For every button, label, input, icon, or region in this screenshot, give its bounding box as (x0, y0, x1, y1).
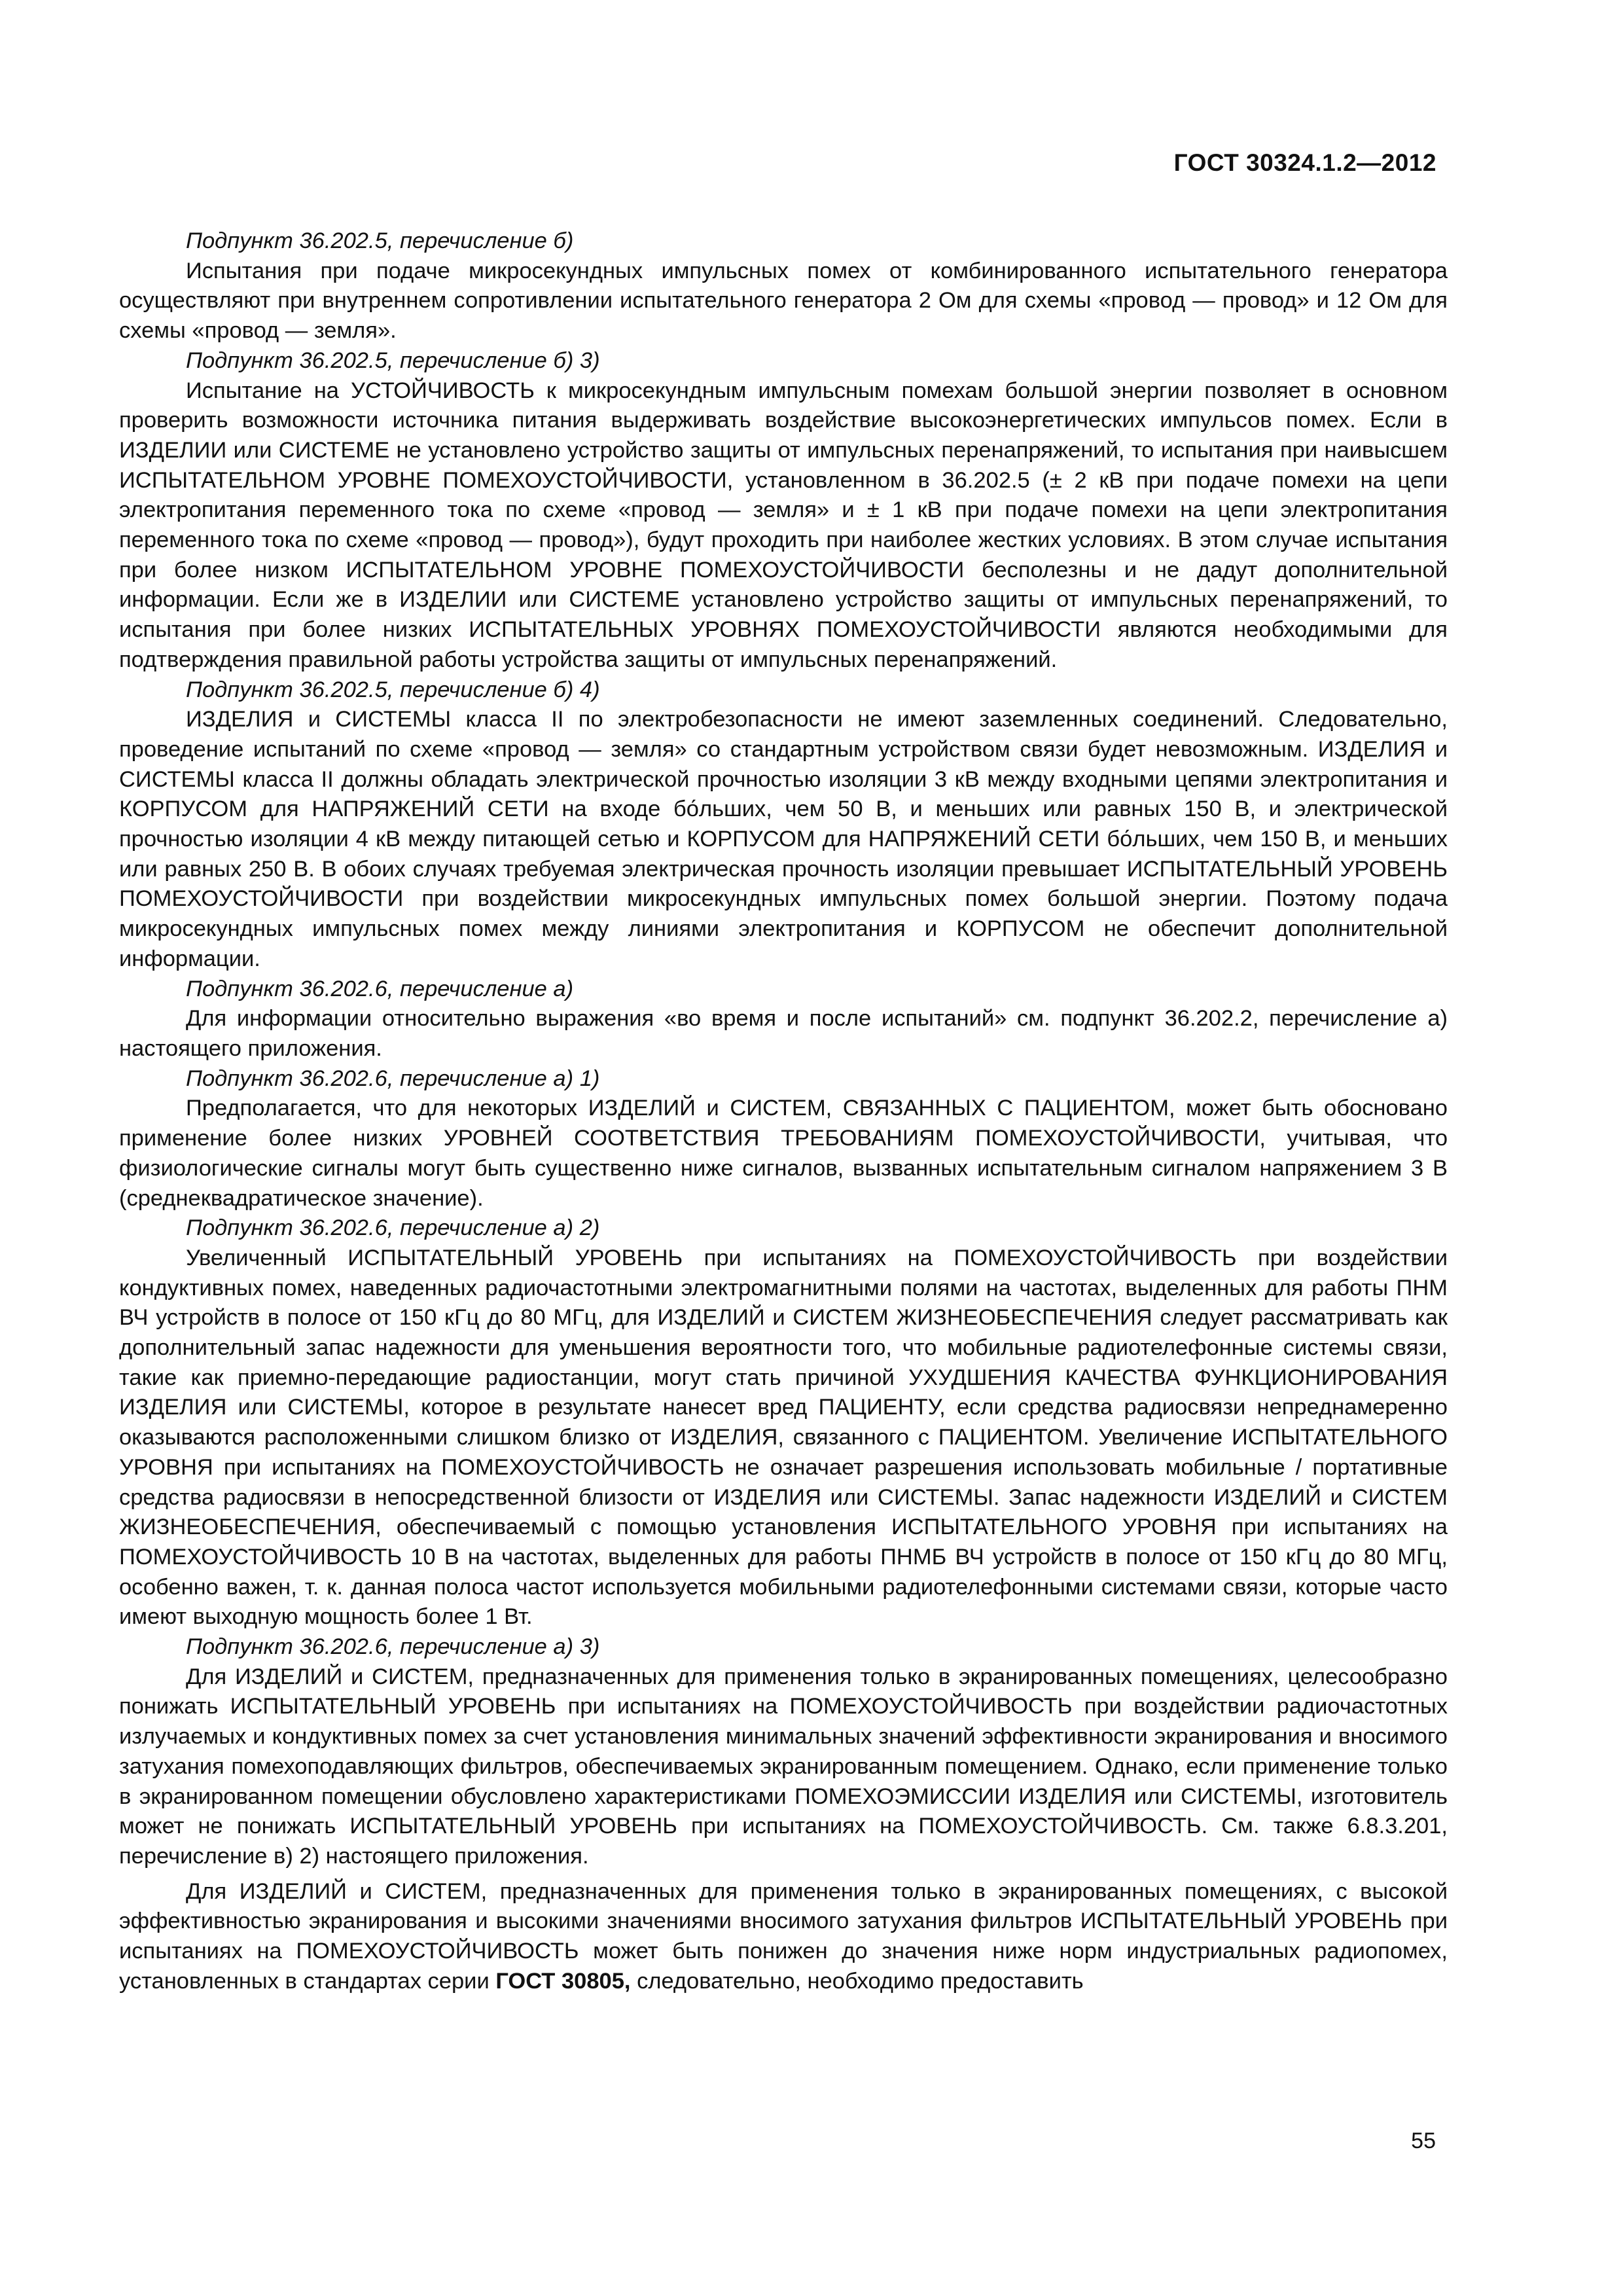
paragraph-final (119, 1877, 1448, 1997)
document-body (119, 226, 1448, 1996)
paragraph: Предполагается, что для некоторых ИЗДЕЛИЙ и СИСТЕМ, СВЯЗАННЫХ С ПАЦИЕНТОМ, может быть обосновано применение более низких УРОВНЕЙ СООТВЕТСТВИЯ ТРЕБОВАНИЯМ ПОМЕХОУСТОЙЧИВОСТИ, учитывая, что физиологические сигналы могут быть существенно ниже сигналов, вызванных испытательным сигналом напряжением 3 В (среднеквадратическое значение). (119, 1096, 1448, 1211)
document-header: ГОСТ 30324.1.2—2012 (1173, 149, 1436, 176)
standard-reference: ГОСТ 30805, (495, 1968, 631, 1994)
paragraph: ИЗДЕЛИЯ и СИСТЕМЫ класса II по электробезопасности не имеют заземленных соединений. Следовательно, проведение испытаний по схеме «провод — земля» со стандартным устройством связи будет невозможным. ИЗДЕЛИЯ и СИСТЕМЫ класса II должны обладать электрической прочностью изоляции 3 кВ между входными цепями электропитания и КОРПУСОМ для НАПРЯЖЕНИЙ СЕТИ на входе бо́льших, чем 50 В, и меньших или равных 150 В, и электрической прочностью изоляции 4 кВ между питающей сетью и КОРПУСОМ для НАПРЯЖЕНИЙ СЕТИ бо́льших, чем 150 В, и меньших или равных 250 В. В обоих случаях требуемая электрическая прочность изоляции превышает ИСПЫТАТЕЛЬНЫЙ УРОВЕНЬ ПОМЕХОУСТОЙЧИВОСТИ при воздействии микросекундных импульсных помех большой энергии. Поэтому подача микросекундных импульсных помех между линиями электропитания и КОРПУСОМ не обеспечит дополнительной информации. (119, 707, 1448, 971)
subclause-heading: Подпункт 36.202.5, перечисление б) 3) (186, 348, 600, 373)
paragraph: Испытание на УСТОЙЧИВОСТЬ к микросекундным импульсным помехам большой энергии позволяет в основном проверить возможности источника питания выдерживать воздействие высокоэнергетических импульсов помех. Если в ИЗДЕЛИИ или СИСТЕМЕ не установлено устройство защиты от импульсных перенапряжений, то испытания при наивысшем ИСПЫТАТЕЛЬНОМ УРОВНЕ ПОМЕХОУСТОЙЧИВОСТИ, установленном в 36.202.5 (± 2 кВ при подаче помехи на цепи электропитания переменного тока по схеме «провод — земля» и ± 1 кВ при подаче помехи на цепи электропитания переменного тока по схеме «провод — провод»), будут проходить при наиболее жестких условиях. В этом случае испытания при более низком ИСПЫТАТЕЛЬНОМ УРОВНЕ ПОМЕХОУСТОЙЧИВОСТИ бесполезны и не дадут дополнительной информации. Если же в ИЗДЕЛИИ или СИСТЕМЕ установлено устройство защиты от импульсных перенапряжений, то испытания при более низких ИСПЫТАТЕЛЬНЫХ УРОВНЯХ ПОМЕХОУСТОЙЧИВОСТИ являются необходимыми для подтверждения правильной работы устройства защиты от импульсных перенапряжений. (119, 378, 1448, 672)
page-number: 55 (1411, 2128, 1436, 2153)
subclause-heading: Подпункт 36.202.6, перечисление а) (186, 976, 574, 1001)
paragraph: Увеличенный ИСПЫТАТЕЛЬНЫЙ УРОВЕНЬ при испытаниях на ПОМЕХОУСТОЙЧИВОСТЬ при воздействии кондуктивных помех, наведенных радиочастотными электромагнитными полями на частотах, выделенных для работы ПНМ ВЧ устройств в полосе от 150 кГц до 80 МГц, для ИЗДЕЛИЙ и СИСТЕМ ЖИЗНЕОБЕСПЕЧЕНИЯ следует рассматривать как дополнительный запас надежности для уменьшения вероятности того, что мобильные радиотелефонные системы связи, такие как приемно-передающие радиостанции, могут стать причиной УХУДШЕНИЯ КАЧЕСТВА ФУНКЦИОНИРОВАНИЯ ИЗДЕЛИЯ или СИСТЕМЫ, которое в результате нанесет вред ПАЦИЕНТУ, если средства радиосвязи непреднамеренно оказываются расположенными слишком близко от ИЗДЕЛИЯ, связанного с ПАЦИЕНТОМ. Увеличение ИСПЫТАТЕЛЬНОГО УРОВНЯ при испытаниях на ПОМЕХОУСТОЙЧИВОСТЬ не означает разрешения использовать мобильные / портативные средства радиосвязи в непосредственной близости от ИЗДЕЛИЯ или СИСТЕМЫ. Запас надежности ИЗДЕЛИЙ и СИСТЕМ ЖИЗНЕОБЕСПЕЧЕНИЯ, обеспечиваемый с помощью установления ИСПЫТАТЕЛЬНОГО УРОВНЯ при испытаниях на ПОМЕХОУСТОЙЧИВОСТЬ 10 В на частотах, выделенных для работы ПНМБ ВЧ устройств в полосе от 150 кГц до 80 МГц, особенно важен, т. к. данная полоса частот используется мобильными радиотелефонными системами связи, которые часто имеют выходную мощность более 1 Вт. (119, 1245, 1448, 1630)
paragraph: Испытания при подаче микросекундных импульсных помех от комбинированного испытательного генератора осуществляют при внутреннем сопротивлении испытательного генератора 2 Ом для схемы «провод — провод» и 12 Ом для схемы «провод — земля». (119, 258, 1448, 344)
paragraph: Для информации относительно выражения «во время и после испытаний» см. подпункт 36.202.2, перечисление а) настоящего приложения. (119, 1006, 1448, 1061)
text-run: следовательно, необходимо предоставить (630, 1968, 1084, 1994)
subclause-heading: Подпункт 36.202.6, перечисление а) 1) (186, 1066, 600, 1091)
subclause-heading: Подпункт 36.202.5, перечисление б) 4) (186, 677, 600, 702)
subclause-heading: Подпункт 36.202.5, перечисление б) (186, 228, 574, 253)
paragraph: Для ИЗДЕЛИЙ и СИСТЕМ, предназначенных для применения только в экранированных помещениях, целесообразно понижать ИСПЫТАТЕЛЬНЫЙ УРОВЕНЬ при испытаниях на ПОМЕХОУСТОЙЧИВОСТЬ при воздействии радиочастотных излучаемых и кондуктивных помех за счет установления минимальных значений эффективности экранирования и вносимого затухания помехоподавляющих фильтров, обеспечиваемых экранированным помещением. Однако, если применение только в экранированном помещении обусловлено характеристиками ПОМЕХОЭМИССИИ ИЗДЕЛИЯ или СИСТЕМЫ, изготовитель может не понижать ИСПЫТАТЕЛЬНЫЙ УРОВЕНЬ при испытаниях на ПОМЕХОУСТОЙЧИВОСТЬ. См. также 6.8.3.201, перечисление в) 2) настоящего приложения. (119, 1664, 1448, 1869)
subclause-heading: Подпункт 36.202.6, перечисление а) 2) (186, 1215, 600, 1241)
text-run: Для ИЗДЕЛИЙ и СИСТЕМ, предназначенных для применения только в экранированных помещениях, с высокой эффективностью экранирования и высокими значениями вносимого затухания фильтров ИСПЫТАТЕЛЬНЫЙ УРОВЕНЬ при испытаниях на ПОМЕХОУСТОЙЧИВОСТЬ может быть понижен до значения ниже норм индустриальных радиопомех, установленных в стандартах серии (119, 1878, 1448, 1994)
subclause-heading: Подпункт 36.202.6, перечисление а) 3) (186, 1634, 600, 1660)
